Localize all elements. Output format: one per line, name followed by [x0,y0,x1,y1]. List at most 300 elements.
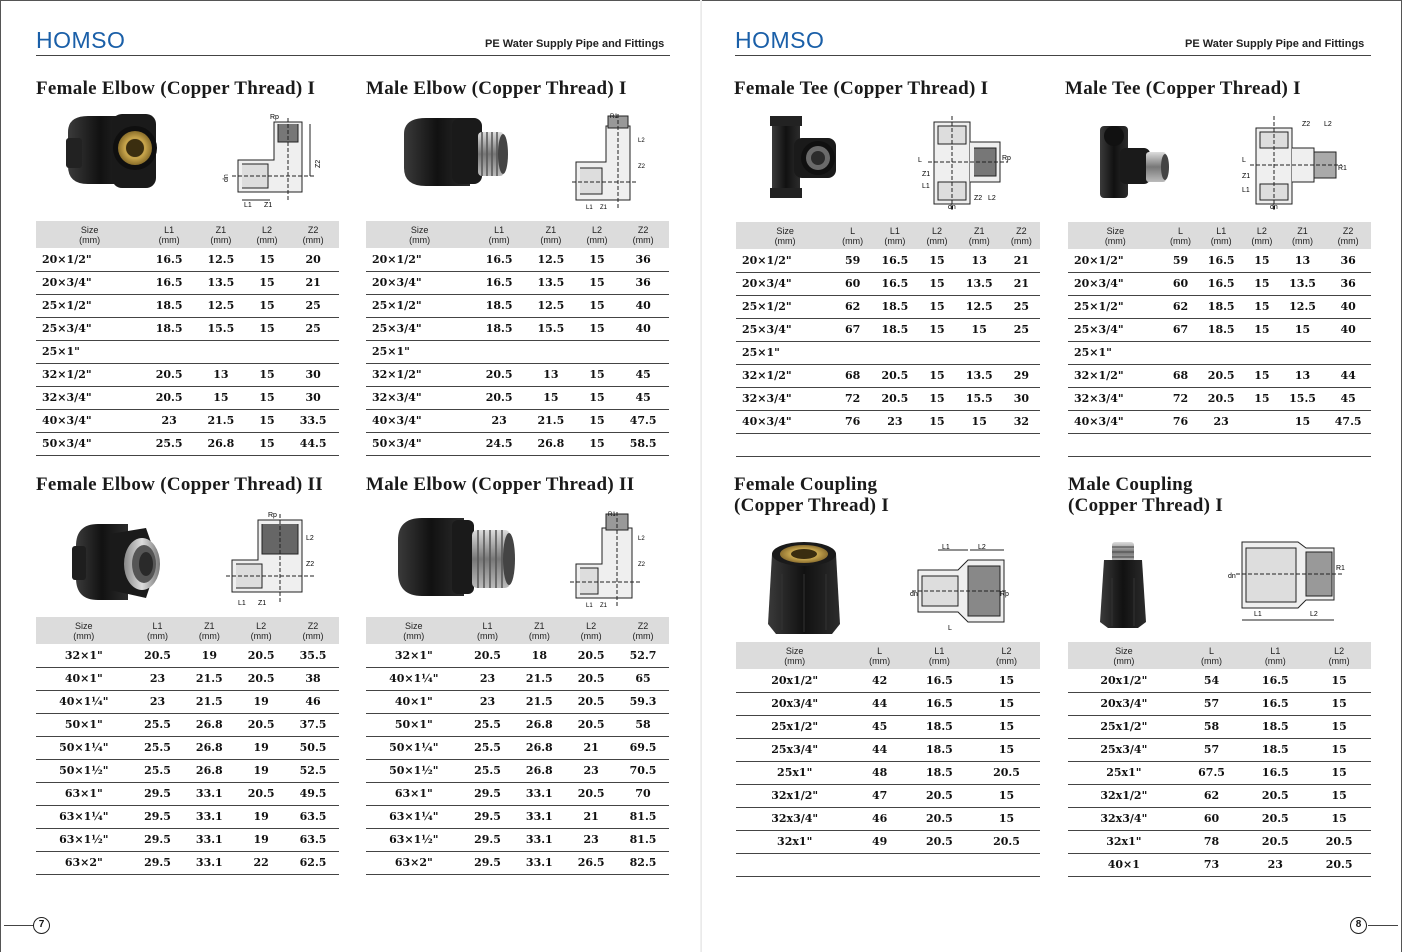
table-row [736,669,1040,692]
column-header [1243,642,1307,669]
value-cell: 63.5 [287,805,339,828]
empty-cell [919,433,956,456]
value-cell: 18.5 [143,294,195,317]
column-header-label: Z1 [545,224,557,235]
table-row [1068,669,1371,692]
value-cell: 15 [247,248,288,271]
column-header-unit: (mm) [1210,235,1232,246]
value-cell: 57 [1180,692,1244,715]
value-cell: 20.5 [1243,830,1307,853]
column-header [143,221,195,248]
value-cell: 40 [617,317,669,340]
value-cell: 62 [834,295,871,318]
value-cell: 15 [1244,364,1280,387]
value-cell: 70.5 [617,759,669,782]
value-cell: 78 [1180,830,1244,853]
dim-label: L [918,157,922,164]
size-cell: 20×3/4" [366,271,473,294]
value-cell: 33.1 [183,805,235,828]
value-cell: 23 [132,667,184,690]
column-header-unit: (mm) [1264,655,1286,666]
value-cell: 69.5 [617,736,669,759]
column-header-label: L1 [494,224,505,235]
value-cell: 30 [1003,387,1040,410]
value-cell: 76 [834,410,871,433]
column-header-unit: (mm) [1292,235,1314,246]
spec-table-female-coupling-1 [736,642,1040,877]
value-cell [1198,341,1244,364]
value-cell [617,340,669,363]
value-cell: 25.5 [132,759,184,782]
size-cell: 20x3/4" [1068,692,1180,715]
value-cell: 12.5 [195,294,247,317]
value-cell: 15 [577,432,618,455]
size-cell: 32×1/2" [1068,364,1163,387]
table-row [1068,784,1371,807]
value-cell: 15 [577,248,618,271]
column-header [1068,642,1180,669]
size-cell: 63×1¼" [366,805,462,828]
column-header [183,617,235,644]
column-header-unit: (mm) [256,234,278,245]
value-cell: 15 [1307,692,1371,715]
table-row [736,715,1040,738]
value-cell: 40 [617,294,669,317]
value-cell: 16.5 [143,271,195,294]
size-cell: 32×1/2" [36,363,143,386]
size-cell: 63×2" [36,851,132,874]
size-cell: 20x1/2" [736,669,853,692]
size-cell: 32x1" [1068,830,1180,853]
empty-cell [871,433,918,456]
value-cell: 29.5 [132,828,184,851]
table-row [36,667,339,690]
value-cell: 20.5 [1243,807,1307,830]
value-cell: 35.5 [287,644,339,667]
column-header-unit: (mm) [403,630,425,641]
value-cell: 15 [1307,761,1371,784]
column-header-unit: (mm) [302,234,324,245]
column-header-label: L2 [586,620,597,631]
size-cell: 25×1/2" [36,294,143,317]
table-row [736,249,1040,272]
size-cell: 20x3/4" [736,692,853,715]
value-cell: 16.5 [906,692,973,715]
dim-label: Z2 [306,561,315,568]
column-header-unit: (mm) [1337,235,1359,246]
value-cell: 29.5 [132,851,184,874]
value-cell: 19 [235,759,287,782]
column-header [853,642,906,669]
value-cell [1244,410,1280,433]
value-cell: 15 [1244,318,1280,341]
value-cell: 33.1 [183,782,235,805]
size-cell: 40×1 [1068,853,1180,876]
table-row [366,736,669,759]
value-cell: 25 [1003,318,1040,341]
value-cell: 58 [1180,715,1244,738]
value-cell [1163,341,1199,364]
value-cell: 15 [1307,669,1371,692]
column-header-unit: (mm) [250,630,272,641]
table-row [736,784,1040,807]
table-row [366,828,669,851]
value-cell: 30 [287,363,339,386]
size-cell: 25×3/4" [736,318,834,341]
table-row [1068,364,1371,387]
column-header [525,221,577,248]
dim-label: L1 [244,202,252,208]
value-cell: 20.5 [973,830,1040,853]
male-tee-photo [1096,122,1172,202]
value-cell: 19 [235,805,287,828]
column-header-label: Size [80,224,99,235]
value-cell [473,340,525,363]
column-header [473,221,525,248]
column-header-unit: (mm) [1251,235,1273,246]
table-row [366,851,669,874]
value-cell: 76 [1163,410,1199,433]
value-cell: 20.5 [235,713,287,736]
value-cell: 23 [473,409,525,432]
value-cell: 23 [871,410,918,433]
size-cell: 63×2" [366,851,462,874]
column-header-label: L1 [1216,225,1227,236]
column-header-label: L [850,225,856,236]
size-cell: 20×3/4" [1068,272,1163,295]
size-cell: 32x3/4" [736,807,853,830]
size-cell: 63×1½" [36,828,132,851]
value-cell [919,341,956,364]
dim-label: R1 [1336,565,1345,572]
column-header [1325,222,1371,249]
title-line: Female Coupling [734,474,878,495]
table-row [366,386,669,409]
column-header-label: L2 [591,224,602,235]
value-cell: 29.5 [462,851,514,874]
value-cell: 37.5 [287,713,339,736]
value-cell: 21.5 [513,690,565,713]
size-cell: 32×1" [36,644,132,667]
value-cell: 49 [853,830,906,853]
size-cell: 25×1/2" [366,294,473,317]
value-cell: 26.8 [183,736,235,759]
table-row [1068,318,1371,341]
value-cell: 82.5 [617,851,669,874]
value-cell: 15 [247,386,288,409]
value-cell: 16.5 [473,271,525,294]
value-cell: 50.5 [287,736,339,759]
size-cell: 40×3/4" [366,409,473,432]
column-header [919,222,956,249]
table-row [366,644,669,667]
size-cell: 20×3/4" [36,271,143,294]
value-cell: 47.5 [1325,410,1371,433]
title-line: (Copper Thread) I [734,495,890,516]
column-header-label: L1 [152,620,163,631]
value-cell: 20.5 [132,644,184,667]
value-cell: 33.1 [513,805,565,828]
column-header-label: Z1 [1297,225,1308,236]
column-header-label: Z2 [637,620,649,631]
page-spine [700,0,702,952]
column-header [1003,222,1040,249]
value-cell: 16.5 [1198,249,1244,272]
value-cell [577,340,618,363]
column-header-unit: (mm) [302,630,324,641]
column-header [956,222,1003,249]
column-header-unit: (mm) [1010,235,1032,246]
column-header-label: Z1 [204,620,215,631]
table-row [1068,807,1371,830]
size-cell: 25×1/2" [1068,295,1163,318]
column-header [36,221,143,248]
size-cell: 25x1/2" [736,715,853,738]
dim-label: L1 [238,600,246,607]
column-header-label: Size [410,224,429,235]
value-cell: 67 [1163,318,1199,341]
value-cell: 15 [525,386,577,409]
column-header-label: Size [1115,645,1133,656]
table-row [366,294,669,317]
table-row [736,341,1040,364]
size-cell: 32×3/4" [366,386,473,409]
value-cell: 20.5 [235,667,287,690]
value-cell [956,341,1003,364]
column-header-unit: (mm) [1113,655,1135,666]
value-cell: 44 [1325,364,1371,387]
table-row [366,759,669,782]
dim-label: Z1 [600,603,608,609]
female-tee-photo [766,112,842,200]
value-cell: 20.5 [1307,830,1371,853]
value-cell: 60 [1163,272,1199,295]
value-cell: 62 [1163,295,1199,318]
value-cell [1325,341,1371,364]
size-cell: 32×1" [366,644,462,667]
value-cell: 15 [1307,715,1371,738]
spec-table-female-tee-1 [736,222,1040,457]
value-cell: 21.5 [525,409,577,432]
column-header [617,617,669,644]
value-cell: 72 [1163,387,1199,410]
size-cell: 50×1" [36,713,132,736]
male-coupling-drawing [1222,534,1350,626]
value-cell: 18.5 [1243,715,1307,738]
spec-table-male-elbow-2 [366,617,669,875]
column-header [617,221,669,248]
value-cell: 12.5 [956,295,1003,318]
value-cell: 20 [287,248,339,271]
size-cell: 40×3/4" [1068,410,1163,433]
value-cell: 60 [834,272,871,295]
value-cell: 25.5 [132,736,184,759]
value-cell: 25 [287,294,339,317]
column-header-label: L [1209,645,1215,656]
page-number: 8 [1350,917,1367,934]
value-cell: 44 [853,738,906,761]
size-cell: 20×1/2" [36,248,143,271]
dim-label: R1 [1338,165,1347,172]
empty-cell [1198,433,1244,456]
column-header [871,222,918,249]
spec-table-female-elbow-2 [36,617,339,875]
column-header [195,221,247,248]
table-row-empty [1068,433,1371,456]
dim-label: Rp [1000,591,1009,598]
value-cell: 24.5 [473,432,525,455]
value-cell: 18.5 [1198,295,1244,318]
column-header-unit: (mm) [409,234,431,245]
table-row [736,387,1040,410]
female-tee-drawing [914,112,1014,212]
value-cell: 15 [247,294,288,317]
table-row [36,851,339,874]
value-cell: 52.7 [617,644,669,667]
column-header-unit: (mm) [968,235,990,246]
value-cell [287,340,339,363]
female-elbow-photo [62,110,162,192]
value-cell: 15 [973,715,1040,738]
value-cell: 15 [919,387,956,410]
column-header-unit: (mm) [869,655,891,666]
value-cell: 15 [577,363,618,386]
value-cell: 13 [1280,249,1326,272]
table-row [366,690,669,713]
size-cell: 25×1/2" [736,295,834,318]
value-cell: 20.5 [565,782,617,805]
column-header-unit: (mm) [884,235,906,246]
value-cell: 25 [287,317,339,340]
size-cell: 32x3/4" [1068,807,1180,830]
value-cell: 20.5 [565,667,617,690]
column-header-unit: (mm) [73,630,95,641]
value-cell: 13.5 [956,272,1003,295]
column-header [565,617,617,644]
table-row [1068,341,1371,364]
value-cell: 15 [973,692,1040,715]
column-header-label: L [1178,225,1184,236]
value-cell: 44 [853,692,906,715]
table-row [36,736,339,759]
column-header-unit: (mm) [632,630,654,641]
table-row [36,805,339,828]
value-cell: 15 [1280,410,1326,433]
dim-label: Z1 [1242,173,1251,180]
value-cell: 72 [834,387,871,410]
empty-cell [1003,433,1040,456]
column-header-unit: (mm) [1170,235,1192,246]
table-row [366,248,669,271]
value-cell: 20.5 [565,644,617,667]
column-header-label: L1 [164,224,175,235]
column-header [287,221,339,248]
table-row-empty [736,433,1040,456]
size-cell: 20×3/4" [736,272,834,295]
value-cell: 57 [1180,738,1244,761]
dim-label: Z1 [264,202,273,208]
value-cell: 68 [1163,364,1199,387]
value-cell: 15.5 [195,317,247,340]
value-cell: 15 [247,409,288,432]
value-cell: 13 [195,363,247,386]
value-cell [1280,341,1326,364]
table-row [36,248,339,271]
size-cell: 25x3/4" [736,738,853,761]
value-cell [871,341,918,364]
value-cell: 20.5 [235,782,287,805]
value-cell: 20.5 [565,713,617,736]
value-cell: 20.5 [906,830,973,853]
value-cell: 25.5 [462,759,514,782]
table-row [1068,692,1371,715]
value-cell: 20.5 [1307,853,1371,876]
dim-label: L2 [1324,121,1332,128]
value-cell: 36 [1325,272,1371,295]
value-cell: 20.5 [143,386,195,409]
size-cell: 20×1/2" [736,249,834,272]
column-header-label: L [877,645,883,656]
value-cell: 20.5 [871,364,918,387]
value-cell: 19 [183,644,235,667]
value-cell: 16.5 [1243,692,1307,715]
column-header-label: L2 [256,620,267,631]
value-cell: 13.5 [525,271,577,294]
size-cell: 32×1/2" [736,364,834,387]
value-cell: 18.5 [143,317,195,340]
table-row [1068,715,1371,738]
dim-label: Z1 [600,205,608,211]
dim-label: dn [1270,204,1278,211]
dim-label: dn [910,591,918,598]
table-row [1068,738,1371,761]
column-header [1244,222,1280,249]
empty-cell [853,853,906,876]
page-number: 7 [33,917,50,934]
table-row [1068,295,1371,318]
value-cell: 15 [919,272,956,295]
table-row [366,805,669,828]
value-cell: 15 [919,318,956,341]
value-cell: 16.5 [1198,272,1244,295]
value-cell: 33.1 [513,782,565,805]
value-cell: 26.5 [565,851,617,874]
size-cell: 50×1" [366,713,462,736]
value-cell: 38 [287,667,339,690]
dim-label: Rp [268,512,277,519]
dim-label: Z1 [922,171,931,178]
size-cell: 40×1¼" [366,667,462,690]
value-cell: 59 [834,249,871,272]
dim-label: L2 [988,195,996,202]
value-cell: 20.5 [235,644,287,667]
section-title-male-tee-1: Male Tee (Copper Thread) I [1065,78,1301,99]
value-cell: 18.5 [473,294,525,317]
column-header-label: Size [785,645,804,656]
value-cell: 29.5 [462,805,514,828]
dim-label: L2 [1310,611,1318,618]
table-row [36,828,339,851]
value-cell: 33.5 [287,409,339,432]
value-cell: 15 [919,249,956,272]
value-cell: 65 [617,667,669,690]
column-header-unit: (mm) [1328,655,1350,666]
value-cell: 15 [247,432,288,455]
value-cell: 21 [565,805,617,828]
column-header-unit: (mm) [146,630,168,641]
value-cell: 23 [1198,410,1244,433]
dim-label: L2 [306,535,314,542]
